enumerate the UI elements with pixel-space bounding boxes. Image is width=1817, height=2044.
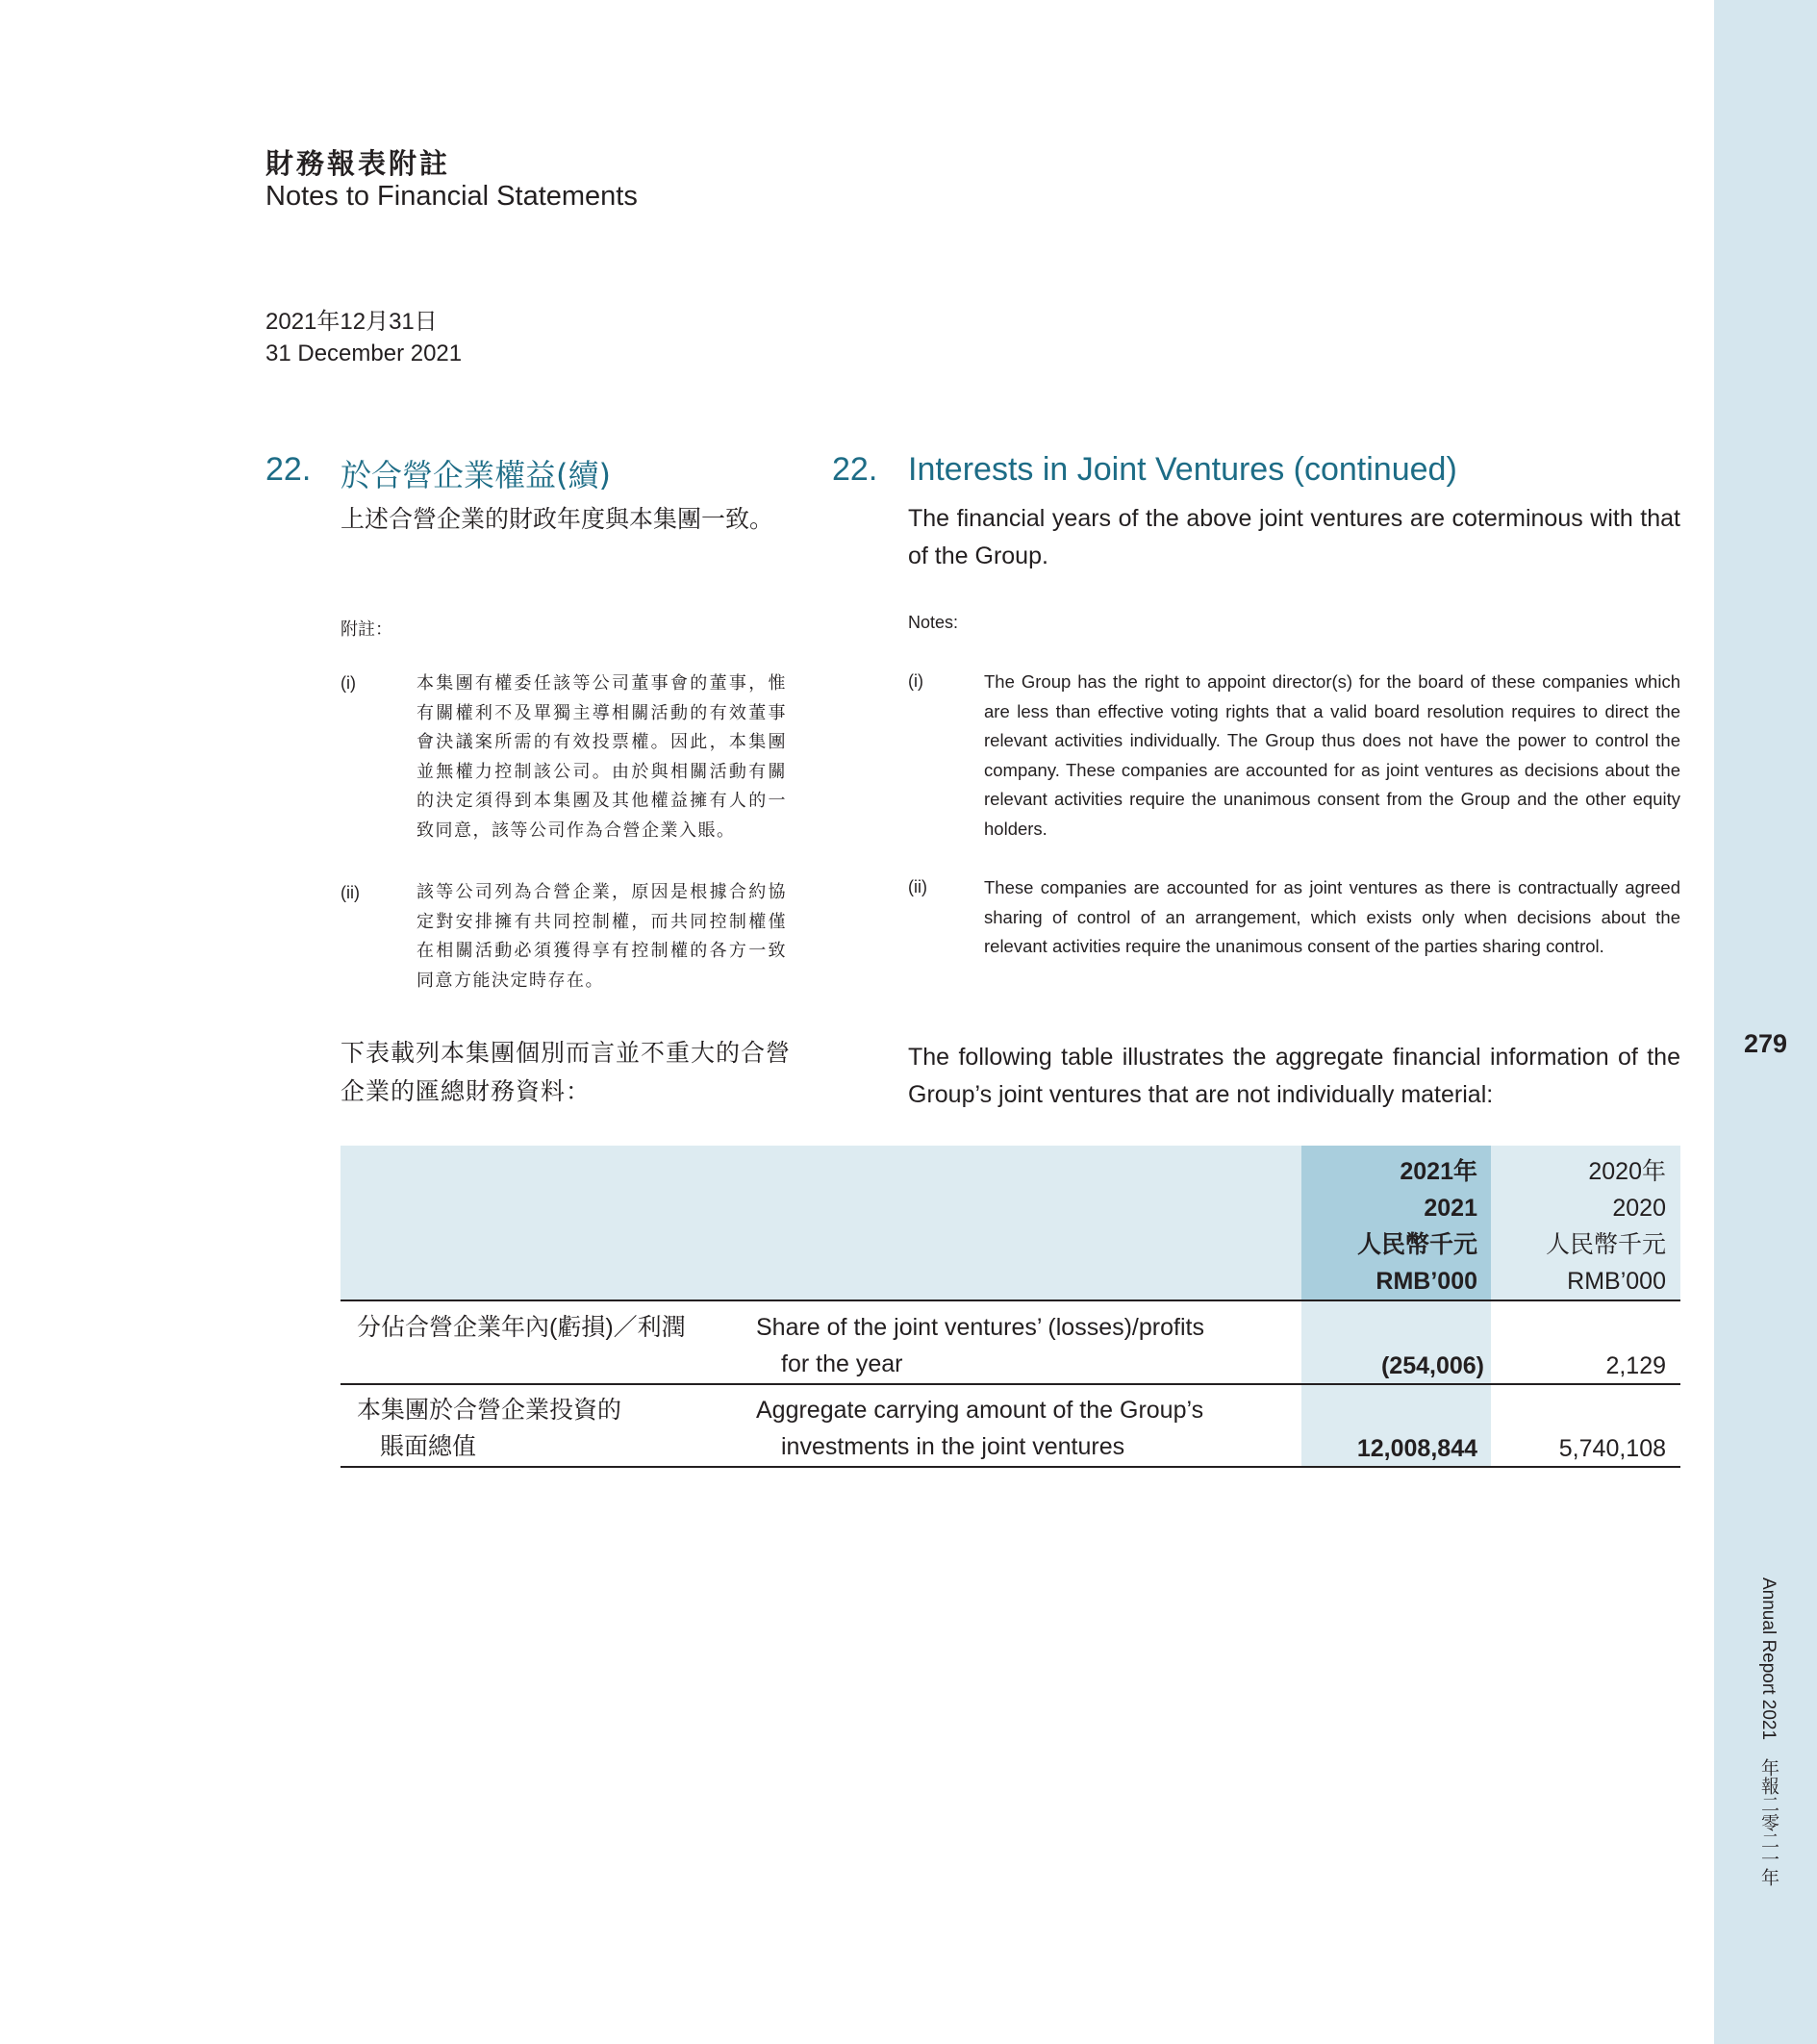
table-row-label-en: Share of the joint ventures’ (losses)/profits for the year [756,1314,1204,1377]
note-text-zh: 該等公司列為合營企業，原因是根據合約協定對安排擁有共同控制權，而共同控制權僅在相關活動必須獲得享有控制權的各方一致同意方能決定時存在。 [416,882,787,991]
date-en: 31 December 2021 [265,341,463,366]
table-row-label-zh: 分佔合營企業年內(虧損)／利潤 [357,1314,686,1341]
table-rule [341,1300,1680,1301]
table-cell-2020: 2,129 [1605,1352,1666,1379]
section-number-en: 22. [832,451,878,488]
note-marker-en: (ii) [908,877,927,896]
table-cell-2021: 12,008,844 [1356,1435,1477,1462]
table-rule [341,1383,1680,1385]
notes-label-zh: 附註： [341,619,392,639]
header-title-zh: 財務報表附註 [265,147,451,180]
column-header-2021: 2021年 2021 人民幣千元 RMB’000 [1356,1158,1477,1295]
note-text-zh: 本集團有權委任該等公司董事會的董事，惟有關權利不及單獨主導相關活動的有效董事會決議案所需的有效投票權。因此，本集團並無權力控制該公司。由於與相關活動有關的決定須得到本集團及其他權益擁有人的一致同意，該等公司作為合營企業入賬。 [416,673,787,841]
table-rule [341,1466,1680,1468]
section-number-zh: 22. [265,451,312,488]
intro-zh: 上述合營企業的財政年度與本集團一致。 [341,505,774,533]
table-row-label-en: Aggregate carrying amount of the Group’s investments in the joint ventures [756,1397,1204,1460]
header-title-en: Notes to Financial Statements [265,181,638,212]
section-title-zh: 於合營企業權益(續) [341,457,611,493]
note-text-en: The Group has the right to appoint director(s) for the board of these companies which are less than effective voting rights that a valid board resolution requires to direct the relevant activities individually. The Group thus does not have the power to control the company. These companies are accounted for as joint ventures as decisions about the relevant activities require the unanimous consent from the Group and the other equity holders. [984,671,1680,839]
note-marker-zh: (i) [341,673,356,693]
table-cell-2021: (254,006) [1380,1352,1484,1379]
note-marker-zh: (ii) [341,883,360,902]
intro-en: The financial years of the above joint ventures are coterminous with that of the Group. [908,505,1680,569]
table-intro-zh: 下表載列本集團個別而言並不重大的合營企業的匯總財務資料： [341,1039,792,1105]
note-marker-en: (i) [908,671,923,691]
column-header-2020: 2020年 2020 人民幣千元 RMB’000 [1545,1158,1666,1295]
report-name-vertical: Annual Report 2021 年報二零二一年 [1758,1577,1779,1887]
table-cell-2020: 5,740,108 [1558,1435,1666,1462]
date-zh: 2021年12月31日 [265,309,438,335]
notes-label-en: Notes: [908,613,959,632]
page-number: 279 [1743,1029,1788,1058]
note-text-en: These companies are accounted for as joint ventures as there is contractually agreed sharing of control of an arrangement, which exists only when decisions about the relevant activities require the unanimous consent of the parties sharing control. [984,877,1680,956]
table-intro-en: The following table illustrates the aggregate financial information of the Group’s joint ventures that are not individually material: [908,1044,1680,1108]
section-title-en: Interests in Joint Ventures (continued) [908,451,1457,488]
table-row-label-zh: 本集團於合營企業投資的 賬面總值 [357,1397,622,1460]
